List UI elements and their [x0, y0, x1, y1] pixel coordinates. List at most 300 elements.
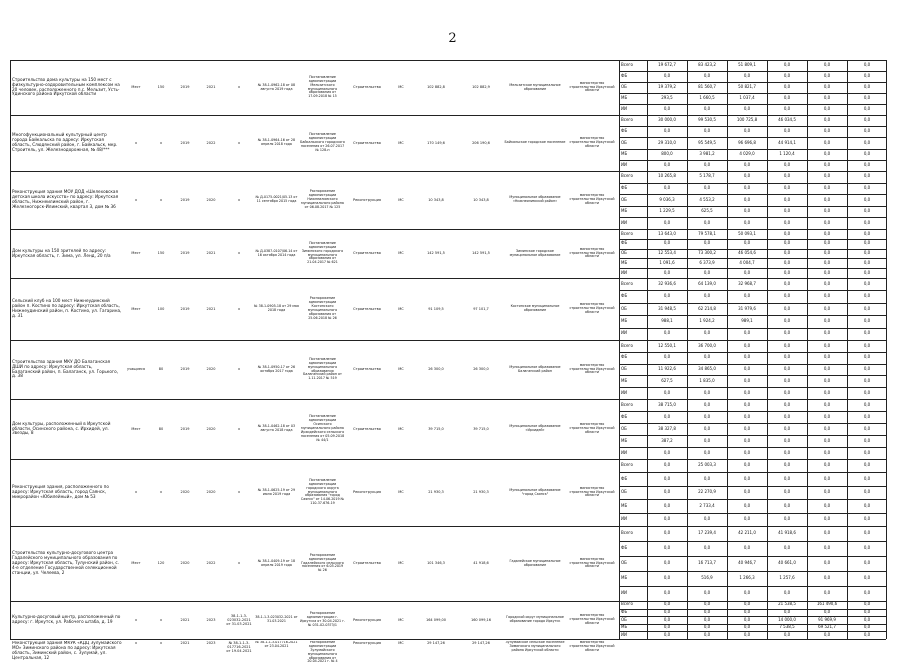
- object-capacity: 80: [158, 367, 164, 372]
- fin-value: 0,0: [823, 609, 831, 615]
- fin-value: 0,0: [863, 305, 871, 311]
- object-type: Реконструкция: [353, 490, 381, 495]
- fin-value: 1 660,5: [699, 95, 715, 101]
- fin-value: 0,0: [743, 73, 751, 79]
- fin-value: 95 549,5: [698, 139, 716, 145]
- object-remaining: 102 882,9: [472, 85, 490, 90]
- source-label: Всего: [621, 530, 633, 536]
- object-customer: Мельзитское муниципальное образование: [509, 82, 561, 91]
- object-end: 2020: [206, 426, 216, 431]
- fin-value: 0,0: [743, 377, 751, 383]
- fin-value: 14 000,0: [778, 616, 796, 622]
- fin-value: 0,0: [823, 240, 831, 246]
- fin-value: 0,0: [703, 437, 711, 443]
- fin-value: 0,0: [783, 73, 791, 79]
- fin-value: 34 865,0: [698, 366, 716, 372]
- object-unit: Мест: [131, 306, 141, 311]
- fin-value: 36 700,0: [698, 342, 716, 348]
- table-border-left: [10, 60, 11, 639]
- source-label: ОБ: [621, 84, 627, 90]
- fin-value: 0,0: [663, 530, 671, 536]
- source-label: ИИ: [621, 631, 627, 637]
- object-start: 2019: [180, 251, 190, 256]
- fin-value: 0,0: [823, 631, 831, 637]
- object-coordinator: министерство строительства Иркутской области: [569, 193, 615, 205]
- fin-value: 0,0: [863, 342, 871, 348]
- source-label: ФБ: [621, 185, 628, 191]
- fin-value: 1 835,0: [699, 377, 715, 383]
- object-sep: х: [237, 490, 241, 495]
- fin-value: 0,0: [863, 631, 871, 637]
- fin-value: 0,0: [783, 366, 791, 372]
- fin-value: 4 004,7: [739, 259, 755, 265]
- fin-value: 4 029,0: [739, 150, 755, 156]
- fin-value: 0,0: [823, 305, 831, 311]
- object-capacity: х: [159, 490, 163, 495]
- source-label: МБ: [621, 318, 628, 324]
- fin-value: 81 560,7: [698, 84, 716, 90]
- object-remaining: 160 099,16: [470, 617, 492, 622]
- fin-value: 0,0: [863, 259, 871, 265]
- fin-value: 0,0: [743, 208, 751, 214]
- fin-value: 0,0: [783, 305, 791, 311]
- fin-value: 0,0: [743, 366, 751, 372]
- fin-value: 22 270,9: [698, 489, 716, 495]
- fin-value: 96 696,8: [738, 139, 756, 145]
- object-end: 2022: [206, 140, 216, 145]
- fin-value: 0,0: [663, 162, 671, 168]
- fin-value: 0,0: [863, 106, 871, 112]
- object-sep: х: [237, 85, 241, 90]
- fin-value: 0,0: [783, 631, 791, 637]
- fin-value: 0,0: [823, 475, 831, 481]
- fin-value: 0,0: [743, 437, 751, 443]
- object-ownership: МС: [398, 641, 404, 645]
- fin-value: 0,0: [823, 173, 831, 179]
- object-capacity: 150: [157, 251, 165, 256]
- fin-value: 91 969,9: [818, 616, 836, 622]
- object-remaining: 29 147,26: [472, 641, 490, 645]
- fin-value: 0,0: [743, 330, 751, 336]
- table-border-right: [886, 60, 887, 639]
- source-label: ОБ: [621, 489, 627, 495]
- object-cost: 164 099,00: [425, 617, 447, 622]
- fin-value: 0,0: [863, 173, 871, 179]
- object-remaining: 206 190,6: [472, 140, 490, 145]
- fin-value: 0,0: [823, 196, 831, 202]
- fin-value: 0,0: [783, 449, 791, 455]
- fin-value: 0,0: [743, 502, 751, 508]
- fin-value: 32 968,7: [738, 280, 756, 286]
- fin-value: 0,0: [703, 624, 711, 630]
- fin-value: 0,0: [823, 545, 831, 551]
- fin-value: 0,0: [863, 95, 871, 101]
- fin-value: 0,0: [663, 330, 671, 336]
- fin-value: 0,0: [863, 366, 871, 372]
- fin-value: 989,1: [741, 318, 753, 324]
- fin-value: 0,0: [663, 590, 671, 596]
- fin-value: 0,0: [663, 601, 671, 607]
- fin-value: 5 178,7: [699, 173, 715, 179]
- source-label: Всего: [621, 230, 633, 236]
- fin-value: 0,0: [703, 590, 711, 596]
- object-customer: Зиминское городское муниципальное образование: [509, 248, 561, 257]
- fin-value: 800,0: [661, 150, 673, 156]
- fin-value: 0,0: [663, 609, 671, 615]
- object-basis: Распоряжение администрации г. Иркутска от 30.04.2021 г. № 031-02-0373/1: [300, 611, 345, 627]
- fin-value: 988,1: [661, 318, 673, 324]
- fin-value: 0,0: [783, 280, 791, 286]
- fin-value: 0,0: [863, 280, 871, 286]
- object-unit: х: [134, 140, 138, 145]
- object-ownership: МС: [398, 367, 404, 372]
- object-cost: 102 882,8: [427, 85, 445, 90]
- fin-value: 0,0: [823, 366, 831, 372]
- object-capacity: х: [159, 617, 163, 622]
- fin-value: 0,0: [743, 631, 751, 637]
- source-label: МБ: [621, 259, 628, 265]
- fin-value: 21 538,5: [778, 601, 796, 607]
- fin-value: 0,0: [863, 590, 871, 596]
- fin-value: 0,0: [783, 425, 791, 431]
- fin-value: 0,0: [823, 62, 831, 68]
- object-sep: х: [237, 367, 241, 372]
- fin-value: 0,0: [863, 437, 871, 443]
- fin-value: 73 300,2: [698, 250, 716, 256]
- page-number: 2: [448, 31, 457, 46]
- object-doc: № 38-1-0905-18 от 29 мая 2018 года: [254, 304, 299, 312]
- fin-value: 0,0: [783, 401, 791, 407]
- source-label: ФБ: [621, 413, 628, 419]
- fin-value: 0,0: [863, 73, 871, 79]
- object-cost: 10 343,8: [428, 197, 444, 202]
- source-label: ИИ: [621, 389, 627, 395]
- object-sep: х: [237, 140, 241, 145]
- object-doc: № 38-1-0962-18 от 08 августа 2019 года: [257, 82, 296, 91]
- source-label: ФБ: [621, 609, 628, 615]
- source-label: МБ: [621, 437, 628, 443]
- object-customer: Костинское муниципальное образование: [510, 304, 560, 312]
- object-unit: Мест: [131, 561, 141, 566]
- object-start: 2020: [180, 490, 190, 495]
- object-name: Дом культуры на 150 зрителей по адресу: Иркутская область, г. Зима, ул. Ленд, 20 п/а: [12, 247, 111, 258]
- fin-value: 38 327,8: [658, 425, 676, 431]
- fin-value: 0,0: [863, 515, 871, 521]
- fin-value: 0,0: [823, 489, 831, 495]
- fin-value: 0,0: [863, 84, 871, 90]
- source-label: ОБ: [621, 139, 627, 145]
- fin-value: 0,0: [743, 601, 751, 607]
- object-coordinator: министерство строительства Иркутской области: [569, 641, 615, 652]
- source-label: ОБ: [621, 305, 627, 311]
- fin-value: 0,0: [823, 462, 831, 468]
- source-label: ФБ: [621, 545, 628, 551]
- fin-value: 0,0: [783, 475, 791, 481]
- fin-value: 161 490,6: [816, 601, 838, 607]
- source-label: ФБ: [621, 354, 628, 360]
- fin-value: 0,0: [663, 73, 671, 79]
- object-basis: Постановление администрации Осинского муниципального района Ирхидейского сельского поселения от 05.09.2018 № 44/1: [300, 414, 345, 442]
- fin-value: 44 914,1: [778, 139, 796, 145]
- fin-value: 0,0: [863, 269, 871, 275]
- fin-value: 3 981,2: [699, 150, 715, 156]
- fin-value: 0,0: [783, 413, 791, 419]
- object-customer: Зулумайское сельское поселение Зиминского муниципального района Иркутской области: [505, 641, 565, 652]
- fin-value: 0,0: [783, 219, 791, 225]
- fin-value: 0,0: [743, 106, 751, 112]
- fin-value: 0,0: [743, 609, 751, 615]
- fin-value: 625,5: [701, 208, 713, 214]
- fin-value: 0,0: [823, 293, 831, 299]
- object-customer: Городской округ муниципальное образование города Иркутск: [506, 615, 564, 623]
- object-start: 2019: [180, 306, 190, 311]
- source-label: МБ: [621, 624, 628, 630]
- fin-value: 0,0: [783, 230, 791, 236]
- object-customer: Муниципальное образование "город Саянск": [509, 487, 561, 496]
- fin-value: 0,0: [863, 616, 871, 622]
- object-end: 2021: [206, 306, 216, 311]
- fin-value: 40 946,7: [738, 560, 756, 566]
- object-doc: № 38-1-0625-19 от 29 июля 2019 года: [257, 487, 296, 496]
- object-coordinator: министерство строительства Иркутской области: [569, 556, 615, 569]
- fin-value: 0,0: [743, 219, 751, 225]
- fin-value: 0,0: [783, 128, 791, 134]
- object-remaining: 10 343,8: [473, 197, 489, 202]
- fin-value: 0,0: [743, 413, 751, 419]
- fin-value: 1 120,4: [779, 150, 795, 156]
- object-sep: х: [237, 306, 241, 311]
- fin-value: 0,0: [783, 590, 791, 596]
- object-type: Реконструкция: [353, 197, 381, 202]
- object-name: Культурно-досуговый центр, расположенный по адресу: г. Иркутск, ул. Рабочего штаба, д. 19: [12, 614, 121, 624]
- fin-value: 0,0: [703, 401, 711, 407]
- fin-value: 0,0: [783, 106, 791, 112]
- source-label: ФБ: [621, 293, 628, 299]
- object-remaining: 97 101,7: [473, 306, 489, 311]
- object-end: 2022: [206, 561, 216, 566]
- object-unit: х: [134, 617, 138, 622]
- fin-value: 0,0: [863, 377, 871, 383]
- fin-value: 0,0: [823, 530, 831, 536]
- object-doc: № 38-1-1-3-017716-2021 от 23.04.2021: [255, 641, 298, 648]
- fin-value: 0,0: [783, 515, 791, 521]
- fin-value: 516,9: [701, 575, 713, 581]
- object-capacity: х: [159, 140, 163, 145]
- object-customer: Муниципальное образование Балаганский район: [509, 364, 561, 373]
- fin-value: 627,5: [661, 377, 673, 383]
- fin-value: 0,0: [823, 73, 831, 79]
- object-remaining: 21 930,3: [473, 490, 489, 495]
- fin-value: 0,0: [863, 62, 871, 68]
- fin-value: 0,0: [743, 293, 751, 299]
- fin-value: 0,0: [823, 354, 831, 360]
- fin-value: 0,0: [783, 342, 791, 348]
- fin-value: 0,0: [703, 269, 711, 275]
- fin-value: 42 211,0: [738, 530, 756, 536]
- fin-value: 0,0: [663, 389, 671, 395]
- object-unit: Мест: [131, 251, 141, 256]
- object-capacity: х: [159, 641, 163, 645]
- fin-value: 0,0: [663, 354, 671, 360]
- fin-value: 0,0: [823, 230, 831, 236]
- object-start: 2019: [180, 197, 190, 202]
- fin-value: 0,0: [783, 185, 791, 191]
- source-label: ОБ: [621, 250, 627, 256]
- object-remaining: 41 918,6: [473, 561, 489, 566]
- fin-value: 0,0: [663, 616, 671, 622]
- fin-value: 0,0: [863, 330, 871, 336]
- object-capacity: 100: [157, 306, 165, 311]
- fin-value: 17 239,4: [698, 530, 716, 536]
- fin-value: 0,0: [743, 616, 751, 622]
- fin-value: 9 036,3: [659, 196, 675, 202]
- fin-value: 1 924,2: [699, 318, 715, 324]
- object-name: Сельский клуб на 100 мест Нижнеудинский район п. Костино по адресу: Иркутская область, Нижнеудинский район, п. Костино, ул. Гагарина, д. 31: [12, 298, 122, 318]
- fin-value: 50 821,7: [738, 84, 756, 90]
- object-capacity: 80: [158, 426, 164, 431]
- object-doc: 38-1-1-3-023032-2021 от 31.03.2021: [255, 615, 298, 623]
- fin-value: 0,0: [863, 354, 871, 360]
- object-coordinator: министерство строительства Иркутской области: [569, 422, 615, 434]
- fin-value: 0,0: [663, 293, 671, 299]
- fin-value: 0,0: [743, 489, 751, 495]
- fin-value: 0,0: [743, 515, 751, 521]
- fin-value: 1 229,5: [659, 208, 675, 214]
- fin-value: 0,0: [823, 185, 831, 191]
- fin-value: 0,0: [823, 280, 831, 286]
- source-label: МБ: [621, 575, 628, 581]
- fin-value: 0,0: [823, 437, 831, 443]
- object-name: Строительство дома культуры на 150 мест с физкультурно-оздоровительным комплексом на 20 человек, расположенного п.с. Мельзит, Усть-Удинского района Иркутской области: [12, 76, 120, 97]
- object-name: Строительство культурно-досугового центра Гадалейского муниципального образования по адресу: Иркутская область, Тулунский район, с. 4-е отделение Государственной селекционной станции, ул. Челеева, 2: [12, 550, 120, 575]
- fin-value: 0,0: [863, 219, 871, 225]
- fin-value: 0,0: [863, 560, 871, 566]
- fin-value: 31 948,5: [658, 305, 676, 311]
- fin-value: 25 003,3: [698, 462, 716, 468]
- fin-value: 0,0: [823, 84, 831, 90]
- fin-value: 0,0: [823, 401, 831, 407]
- fin-value: 0,0: [663, 560, 671, 566]
- fin-value: 79 578,1: [698, 230, 716, 236]
- source-label: МБ: [621, 208, 628, 214]
- fin-value: 293,5: [661, 95, 673, 101]
- object-unit: Мест: [131, 426, 141, 431]
- fin-value: 0,0: [863, 230, 871, 236]
- fin-value: 0,0: [703, 545, 711, 551]
- fin-value: 0,0: [703, 609, 711, 615]
- object-start: 2019: [180, 140, 190, 145]
- fin-value: 0,0: [703, 354, 711, 360]
- object-remaining: 39 715,0: [473, 426, 489, 431]
- fin-value: 0,0: [783, 250, 791, 256]
- fin-value: 0,0: [663, 545, 671, 551]
- object-type: Строительство: [353, 85, 381, 90]
- fin-value: 0,0: [743, 590, 751, 596]
- source-label: ОБ: [621, 616, 627, 622]
- object-coordinator: министерство строительства Иркутской области: [569, 80, 615, 93]
- object-remaining: 142 591,5: [472, 251, 490, 256]
- object-customer: Байкальское городское поселение: [504, 140, 566, 145]
- fin-value: 19 672,7: [658, 62, 676, 68]
- source-label: ИИ: [621, 515, 627, 521]
- object-coordinator: министерство строительства Иркутской области: [569, 136, 615, 148]
- object-end: 2023: [206, 641, 216, 645]
- fin-value: 0,0: [823, 162, 831, 168]
- fin-value: 0,0: [823, 219, 831, 225]
- fin-value: 0,0: [863, 196, 871, 202]
- object-ownership: МС: [398, 561, 404, 566]
- fin-value: 0,0: [823, 377, 831, 383]
- fin-value: 62 214,8: [698, 305, 716, 311]
- source-label: МБ: [621, 150, 628, 156]
- object-ownership: МС: [398, 426, 404, 431]
- fin-value: 0,0: [823, 425, 831, 431]
- fin-value: 38 715,0: [658, 401, 676, 407]
- fin-value: 41 918,6: [778, 530, 796, 536]
- object-sep: 38-1-1-3-023032-2021 от 31.03.2021: [226, 613, 252, 627]
- fin-value: 0,0: [663, 502, 671, 508]
- source-label: ИИ: [621, 449, 627, 455]
- fin-value: 0,0: [783, 354, 791, 360]
- fin-value: 0,0: [863, 475, 871, 481]
- fin-value: 0,0: [663, 515, 671, 521]
- fin-value: 0,0: [743, 545, 751, 551]
- object-unit: учащиеся: [126, 367, 146, 372]
- object-cost: 21 930,3: [428, 490, 444, 495]
- fin-value: 0,0: [863, 250, 871, 256]
- source-label: ИИ: [621, 269, 627, 275]
- fin-value: 0,0: [823, 95, 831, 101]
- object-cost: 101 346,3: [427, 561, 445, 566]
- fin-value: 0,0: [783, 84, 791, 90]
- fin-value: 0,0: [863, 575, 871, 581]
- object-ownership: МС: [398, 140, 404, 145]
- fin-value: 387,2: [661, 437, 673, 443]
- fin-value: 0,0: [743, 389, 751, 395]
- fin-value: 0,0: [663, 631, 671, 637]
- fin-value: 6 373,9: [699, 259, 715, 265]
- object-sep: х: [237, 251, 241, 256]
- object-cost: 142 591,5: [427, 251, 445, 256]
- fin-value: 0,0: [783, 62, 791, 68]
- fin-value: 0,0: [863, 117, 871, 123]
- object-basis: Распоряжение администрации Нижнеилимского муниципального района от 06.08.2017 № 125: [301, 189, 344, 209]
- fin-value: 0,0: [823, 139, 831, 145]
- object-unit: Мест: [131, 85, 141, 90]
- fin-value: 0,0: [823, 560, 831, 566]
- fin-value: 0,0: [823, 208, 831, 214]
- source-label: Всего: [621, 62, 633, 68]
- fin-value: 99 530,5: [698, 117, 716, 123]
- fin-value: 0,0: [823, 590, 831, 596]
- source-label: Всего: [621, 601, 633, 607]
- fin-value: 2 733,4: [699, 502, 715, 508]
- object-start: 2019: [180, 426, 190, 431]
- object-capacity: 150: [157, 85, 165, 90]
- fin-value: 0,0: [663, 489, 671, 495]
- fin-value: 0,0: [823, 502, 831, 508]
- fin-value: 51 809,1: [738, 62, 756, 68]
- source-label: ОБ: [621, 560, 627, 566]
- fin-value: 0,0: [703, 185, 711, 191]
- fin-value: 0,0: [663, 240, 671, 246]
- source-label: ИИ: [621, 106, 627, 112]
- object-basis: Распоряжение администрации Костинского муниципального образования от 25.06.2018 № 26: [307, 296, 338, 320]
- source-label: МБ: [621, 95, 628, 101]
- fin-value: 0,0: [703, 475, 711, 481]
- fin-value: 0,0: [703, 515, 711, 521]
- object-ownership: МС: [398, 197, 404, 202]
